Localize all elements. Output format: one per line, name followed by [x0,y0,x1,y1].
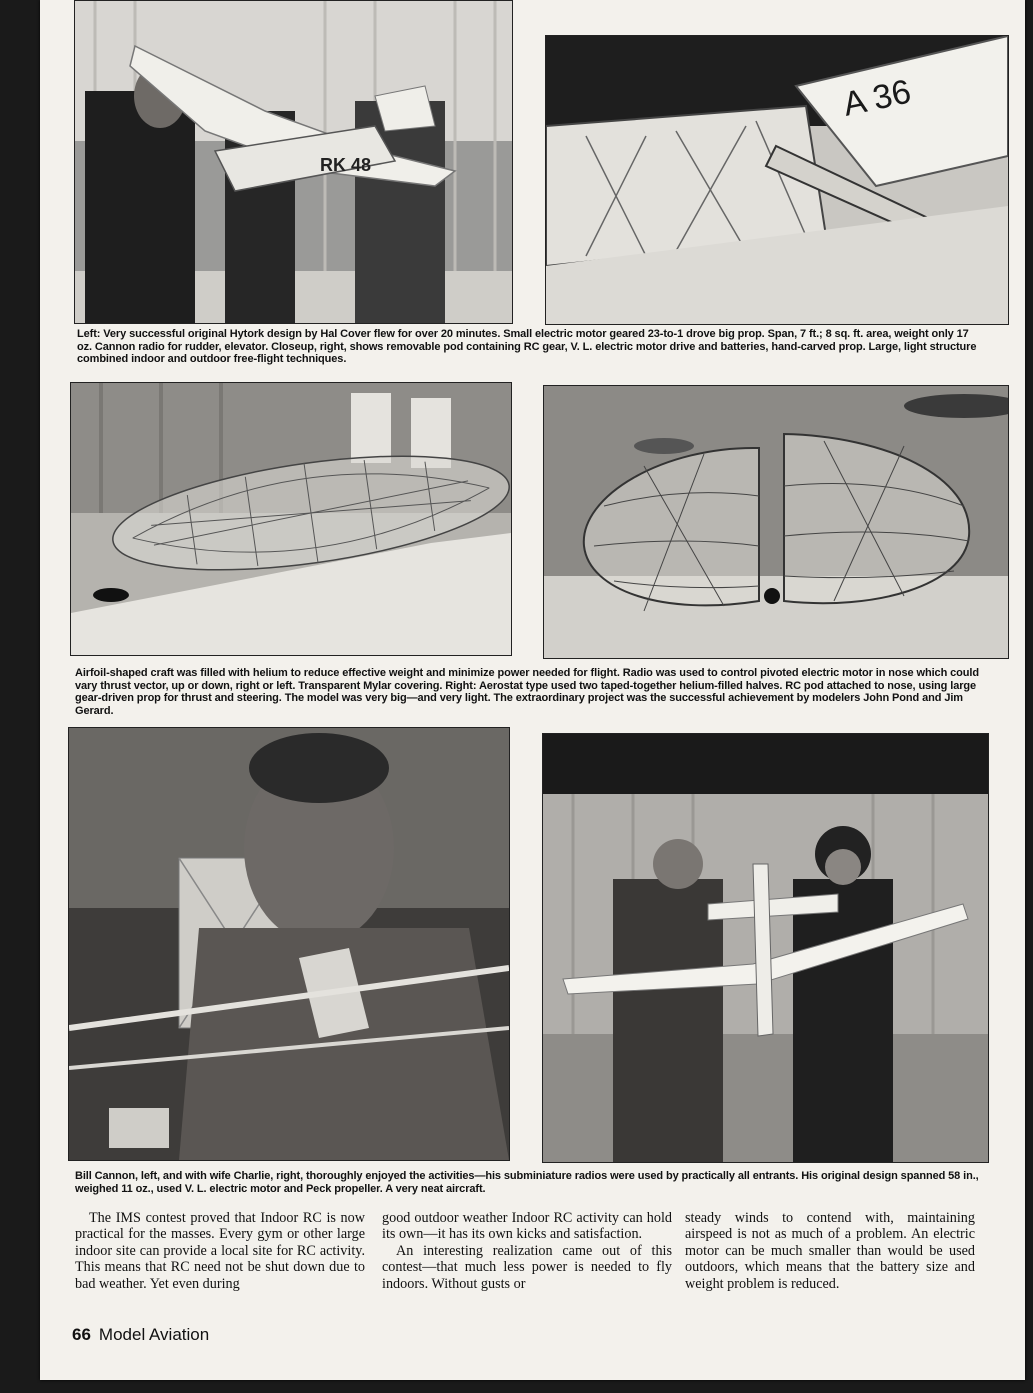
photo-hytork-closeup [545,35,1009,325]
body-column-1 [75,1210,365,1292]
fuselage-marking: RK 48 [320,155,372,175]
body-paragraph: steady winds to contend with, maintaining airspeed is not as much of a problem. An electric motor can be much smaller than would be used outdoors, which means that the battery size and weight problem is reduced. [685,1210,975,1292]
body-column-3 [685,1210,975,1292]
magazine-name: Model Aviation [98,1325,210,1344]
photo-hytork-man [74,0,513,324]
page-footer [72,1325,209,1345]
photo-bill-and-charlie [542,733,989,1163]
body-paragraph: good outdoor weather Indoor RC activity can hold its own—it has its own kicks and satisfaction. [382,1210,672,1243]
body-paragraph: The IMS contest proved that Indoor RC is now practical for the masses. Every gym or other large indoor site can provide a local site for RC activity. This means that RC need not be shut down due to bad weather. Yet even during [75,1210,365,1292]
caption-hytork: Left: Very successful original Hytork design by Hal Cover flew for over 20 minutes. Small electric motor geared 23-to-1 drove big prop. Span, 7 ft.; 8 sq. ft. area, weight only 17 oz. Cannon radio for rudder, elevator. Closeup, right, shows removable pod containing RC gear, V. L. electric motor drive and batteries, hand-carved prop. Large, light structure combined indoor and outdoor free-flight techniques. [77,328,977,365]
body-paragraph: An interesting realization came out of this contest—that much less power is needed to fly indoors. Without gusts or [382,1242,672,1292]
photo-airfoil-blimp [70,382,512,656]
photo-bill-cannon-closeup [68,727,510,1161]
magazine-page [40,0,1025,1380]
caption-airfoil: Airfoil-shaped craft was filled with helium to reduce effective weight and minimize power needed for flight. Radio was used to control pivoted electric motor in nose which could vary thrust vector, up or down, right or left. Transparent Mylar covering. Right: Aerostat type used two taped-together helium-filled halves. RC pod attached to nose, using large gear-driven prop for thrust and steering. The model was very big—and very light. The extraordinary project was the successful achievement by modelers John Pond and Jim Gerard. [75,667,979,717]
photo-aerostat [543,385,1009,659]
tail-marking: A 36 [839,72,915,124]
page-number: 66 [72,1325,91,1344]
caption-cannon: Bill Cannon, left, and with wife Charlie, right, thoroughly enjoyed the activities—his subminiature radios were used by practically all entrants. His original design spanned 58 in., weighed 11 oz., used V. L. electric motor and Peck propeller. A very neat aircraft. [75,1170,979,1195]
body-column-2 [382,1210,672,1292]
